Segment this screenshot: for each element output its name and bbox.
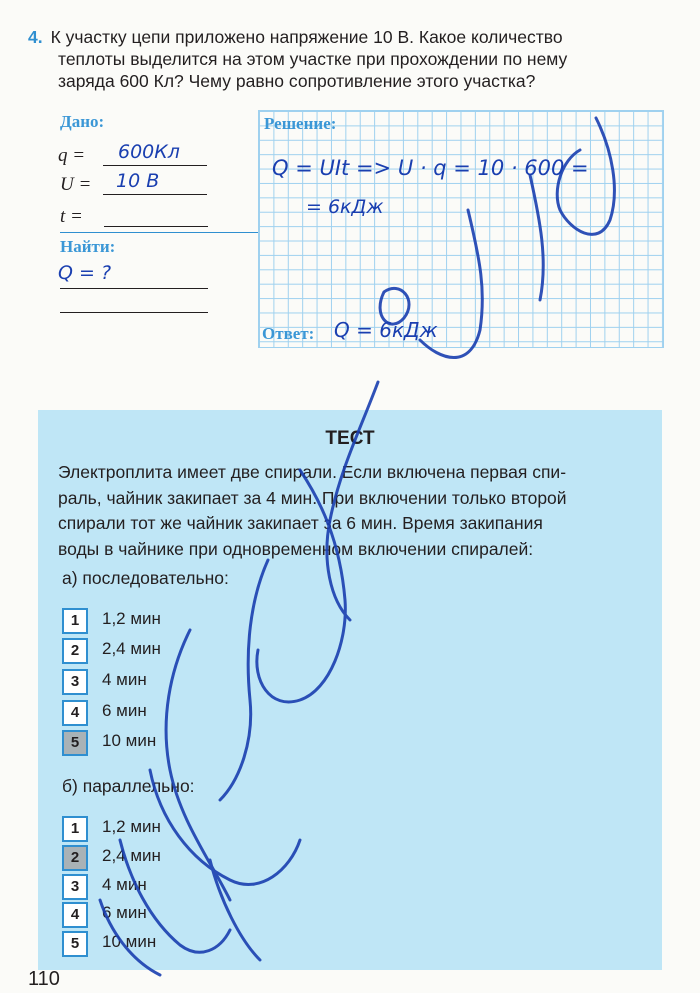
part-a-checkbox-2[interactable]: 2 <box>62 638 88 664</box>
given-row-time <box>60 206 83 228</box>
find-line-1 <box>60 288 208 289</box>
given-row-voltage <box>60 174 91 196</box>
problem-line-1: 4. К участку цепи приложено напряжение 10 В. Какое количество <box>28 27 563 47</box>
part-b-checkbox-1[interactable]: 1 <box>62 816 88 842</box>
given-value-voltage: 10 В <box>116 170 160 192</box>
given-label-charge: q = <box>58 145 86 166</box>
solution-grid <box>258 110 664 348</box>
part-b-checkbox-5[interactable]: 5 <box>62 931 88 957</box>
part-a-label: а) последовательно: <box>62 568 229 588</box>
answer-title: Ответ: <box>262 324 315 343</box>
given-title: Дано: <box>60 112 105 131</box>
given-divider <box>60 232 268 233</box>
solution-title: Решение: <box>264 114 337 133</box>
given-label-time: t = <box>60 206 83 227</box>
solution-line-2: = 6кДж <box>306 196 384 218</box>
test-panel: ТЕСТ Электроплита имеет две спирали. Если включена первая спи- раль, чайник закипает за 4 мин. При включении только второй спирали тот же чайник закипает за 6 мин. Время закипания воды в чайнике при одновременном включении спиралей: а) последовательно: 1 1,2 мин 2 2,4 мин 3 4 мин 4 6 мин 5 10 мин б) параллельно: 1 1,2 мин 2 2,4 мин 3 4 мин 4 6 мин 5 10 мин <box>38 410 662 970</box>
part-a-checkbox-5[interactable]: 5 <box>62 730 88 756</box>
problem-line-2: теплоты выделится на этом участке при прохождении по нему <box>58 49 568 69</box>
part-b-checkbox-3[interactable]: 3 <box>62 874 88 900</box>
test-title: ТЕСТ <box>325 428 375 449</box>
find-value: Q = ? <box>58 262 112 284</box>
given-row-charge <box>58 145 85 167</box>
problem-number: 4. <box>28 27 43 47</box>
test-question: Электроплита имеет две спирали. Если включена первая спи- раль, чайник закипает за 4 мин. При включении только второй спирали тот же чайник закипает за 6 мин. Время закипания воды в чайнике при одновременном включении спиралей: <box>58 462 567 559</box>
part-a-checkbox-1[interactable]: 1 <box>62 608 88 634</box>
problem-line-3: заряда 600 Кл? Чему равно сопротивление этого участка? <box>58 71 536 91</box>
part-b-checkbox-4[interactable]: 4 <box>62 902 88 928</box>
part-a-checkbox-4[interactable]: 4 <box>62 700 88 726</box>
find-line-2 <box>60 312 208 313</box>
solution-line-1: Q = UIt => U · q = 10 · 600 = <box>272 156 589 180</box>
page-number: 110 <box>28 968 60 990</box>
given-label-voltage: U = <box>60 174 92 195</box>
part-b-label: б) параллельно: <box>62 776 195 796</box>
part-a-checkbox-3[interactable]: 3 <box>62 669 88 695</box>
problem-statement <box>28 26 678 92</box>
answer-value: Q = 6кДж <box>334 318 438 342</box>
find-title: Найти: <box>60 237 116 256</box>
part-b-checkbox-2[interactable]: 2 <box>62 845 88 871</box>
given-value-charge: 600Кл <box>118 141 180 163</box>
